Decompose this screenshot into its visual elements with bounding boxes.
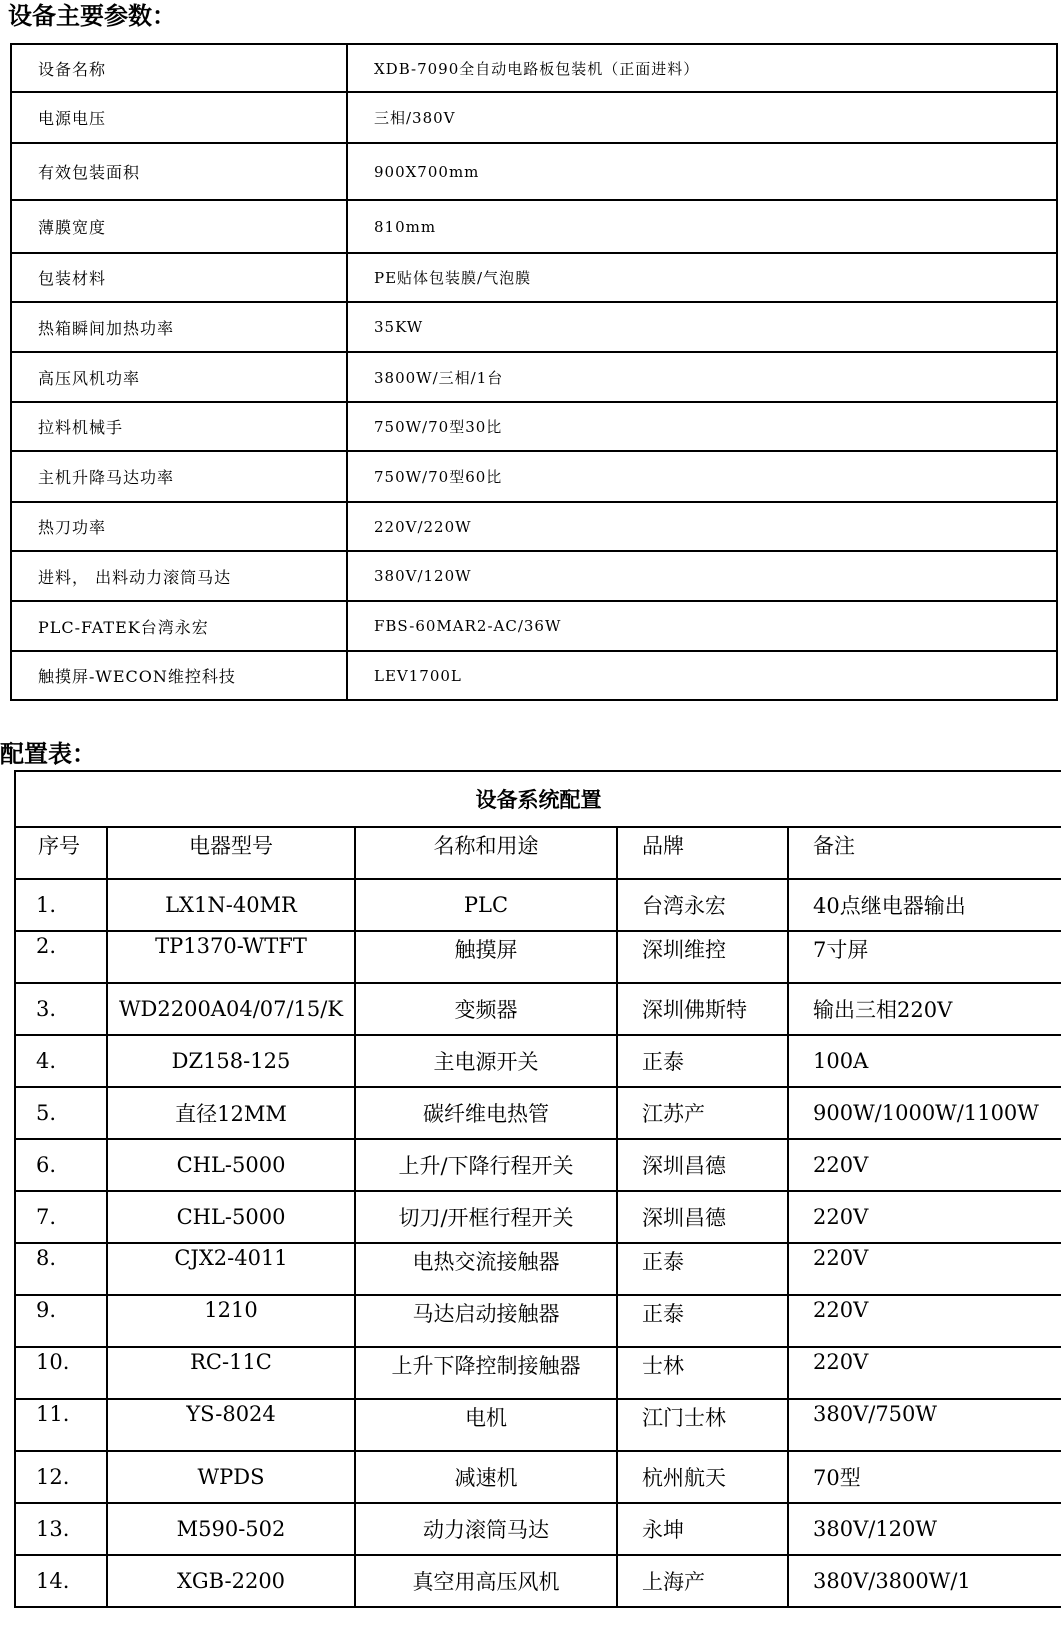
row-index: 5. (15, 1087, 107, 1139)
header-index: 序号 (15, 827, 107, 879)
row-index: 14. (15, 1555, 107, 1607)
params-heading: 设备主要参数： (8, 2, 176, 30)
param-label: 热刀功率 (11, 502, 347, 551)
row-index: 4. (15, 1035, 107, 1087)
header-remark: 备注 (788, 827, 1061, 879)
row-index: 3. (15, 983, 107, 1035)
param-label: 设备名称 (11, 44, 347, 92)
param-value: LEV1700L (347, 651, 1057, 700)
config-row (15, 1243, 1061, 1295)
row-model: TP1370-WTFT (107, 931, 355, 983)
row-name-usage: 电机 (355, 1399, 617, 1451)
row-model: WPDS (107, 1451, 355, 1503)
row-model: CJX2-4011 (107, 1243, 355, 1295)
param-value: 380V/120W (347, 551, 1057, 601)
row-name-usage: 切刀/开框行程开关 (355, 1191, 617, 1243)
row-remark: 100A (788, 1035, 1061, 1087)
row-model: XGB-2200 (107, 1555, 355, 1607)
param-row (11, 253, 1057, 302)
row-model: LX1N-40MR (107, 879, 355, 931)
row-name-usage: 碳纤维电热管 (355, 1087, 617, 1139)
row-remark: 380V/3800W/1 (788, 1555, 1061, 1607)
row-name-usage: 真空用高压风机 (355, 1555, 617, 1607)
config-row (15, 879, 1061, 931)
param-row (11, 651, 1057, 700)
row-model: 直径12MM (107, 1087, 355, 1139)
row-brand: 深圳维控 (617, 931, 788, 983)
row-remark: 输出三相220V (788, 983, 1061, 1035)
row-model: CHL-5000 (107, 1139, 355, 1191)
row-brand: 江苏产 (617, 1087, 788, 1139)
config-row (15, 1347, 1061, 1399)
row-model: YS-8024 (107, 1399, 355, 1451)
row-brand: 江门士林 (617, 1399, 788, 1451)
config-title-row (15, 771, 1061, 827)
row-index: 2. (15, 931, 107, 983)
row-remark: 220V (788, 1347, 1061, 1399)
row-remark: 380V/750W (788, 1399, 1061, 1451)
config-row (15, 1399, 1061, 1451)
param-label: 有效包装面积 (11, 143, 347, 200)
row-brand: 永坤 (617, 1503, 788, 1555)
row-name-usage: PLC (355, 879, 617, 931)
config-row (15, 1295, 1061, 1347)
config-table (14, 770, 1061, 1608)
row-remark: 7寸屏 (788, 931, 1061, 983)
config-row (15, 1503, 1061, 1555)
row-index: 6. (15, 1139, 107, 1191)
param-value: 220V/220W (347, 502, 1057, 551)
param-row (11, 302, 1057, 352)
param-row (11, 200, 1057, 253)
row-name-usage: 上升下降控制接触器 (355, 1347, 617, 1399)
param-row (11, 44, 1057, 92)
param-label: 拉料机械手 (11, 402, 347, 451)
param-value: 750W/70型60比 (347, 451, 1057, 502)
param-value: 810mm (347, 200, 1057, 253)
row-index: 7. (15, 1191, 107, 1243)
row-brand: 台湾永宏 (617, 879, 788, 931)
param-row (11, 143, 1057, 200)
row-name-usage: 减速机 (355, 1451, 617, 1503)
row-remark: 40点继电器输出 (788, 879, 1061, 931)
config-row (15, 1191, 1061, 1243)
row-remark: 70型 (788, 1451, 1061, 1503)
row-remark: 220V (788, 1295, 1061, 1347)
config-row (15, 983, 1061, 1035)
header-brand: 品牌 (617, 827, 788, 879)
param-label: 电源电压 (11, 92, 347, 143)
param-label: 热箱瞬间加热功率 (11, 302, 347, 352)
param-row (11, 551, 1057, 601)
row-index: 11. (15, 1399, 107, 1451)
row-remark: 220V (788, 1243, 1061, 1295)
config-title: 设备系统配置 (15, 771, 1061, 827)
params-table (10, 43, 1058, 701)
config-row (15, 1555, 1061, 1607)
param-value: 750W/70型30比 (347, 402, 1057, 451)
row-brand: 士林 (617, 1347, 788, 1399)
row-remark: 220V (788, 1191, 1061, 1243)
param-row (11, 502, 1057, 551)
row-remark: 900W/1000W/1100W (788, 1087, 1061, 1139)
row-model: DZ158-125 (107, 1035, 355, 1087)
row-brand: 深圳昌德 (617, 1139, 788, 1191)
row-remark: 380V/120W (788, 1503, 1061, 1555)
row-name-usage: 马达启动接触器 (355, 1295, 617, 1347)
param-row (11, 92, 1057, 143)
param-label: 主机升降马达功率 (11, 451, 347, 502)
param-value: XDB-7090全自动电路板包装机（正面进料） (347, 44, 1057, 92)
row-index: 13. (15, 1503, 107, 1555)
param-value: PE贴体包装膜/气泡膜 (347, 253, 1057, 302)
param-value: 900X700mm (347, 143, 1057, 200)
header-model: 电器型号 (107, 827, 355, 879)
config-row (15, 931, 1061, 983)
row-brand: 深圳佛斯特 (617, 983, 788, 1035)
row-brand: 正泰 (617, 1295, 788, 1347)
param-value: 3800W/三相/1台 (347, 352, 1057, 402)
row-remark: 220V (788, 1139, 1061, 1191)
config-row (15, 1087, 1061, 1139)
row-name-usage: 动力滚筒马达 (355, 1503, 617, 1555)
config-row (15, 1451, 1061, 1503)
param-label: 高压风机功率 (11, 352, 347, 402)
row-model: CHL-5000 (107, 1191, 355, 1243)
param-value: 三相/380V (347, 92, 1057, 143)
param-label: 包装材料 (11, 253, 347, 302)
param-row (11, 451, 1057, 502)
config-header-row (15, 827, 1061, 879)
param-label: 进料， 出料动力滚筒马达 (11, 551, 347, 601)
param-row (11, 352, 1057, 402)
param-label: PLC-FATEK台湾永宏 (11, 601, 347, 651)
row-name-usage: 主电源开关 (355, 1035, 617, 1087)
row-model: WD2200A04/07/15/K (107, 983, 355, 1035)
row-index: 8. (15, 1243, 107, 1295)
config-row (15, 1139, 1061, 1191)
row-model: M590-502 (107, 1503, 355, 1555)
param-label: 触摸屏-WECON维控科技 (11, 651, 347, 700)
row-brand: 上海产 (617, 1555, 788, 1607)
row-index: 9. (15, 1295, 107, 1347)
row-brand: 杭州航天 (617, 1451, 788, 1503)
row-brand: 正泰 (617, 1243, 788, 1295)
row-name-usage: 变频器 (355, 983, 617, 1035)
row-index: 10. (15, 1347, 107, 1399)
row-brand: 正泰 (617, 1035, 788, 1087)
row-index: 1. (15, 879, 107, 931)
config-heading: 配置表： (0, 740, 96, 768)
param-value: 35KW (347, 302, 1057, 352)
row-name-usage: 上升/下降行程开关 (355, 1139, 617, 1191)
row-index: 12. (15, 1451, 107, 1503)
row-model: RC-11C (107, 1347, 355, 1399)
config-row (15, 1035, 1061, 1087)
header-name-usage: 名称和用途 (355, 827, 617, 879)
param-value: FBS-60MAR2-AC/36W (347, 601, 1057, 651)
param-label: 薄膜宽度 (11, 200, 347, 253)
param-row (11, 402, 1057, 451)
param-row (11, 601, 1057, 651)
row-name-usage: 电热交流接触器 (355, 1243, 617, 1295)
row-name-usage: 触摸屏 (355, 931, 617, 983)
row-model: 1210 (107, 1295, 355, 1347)
row-brand: 深圳昌德 (617, 1191, 788, 1243)
